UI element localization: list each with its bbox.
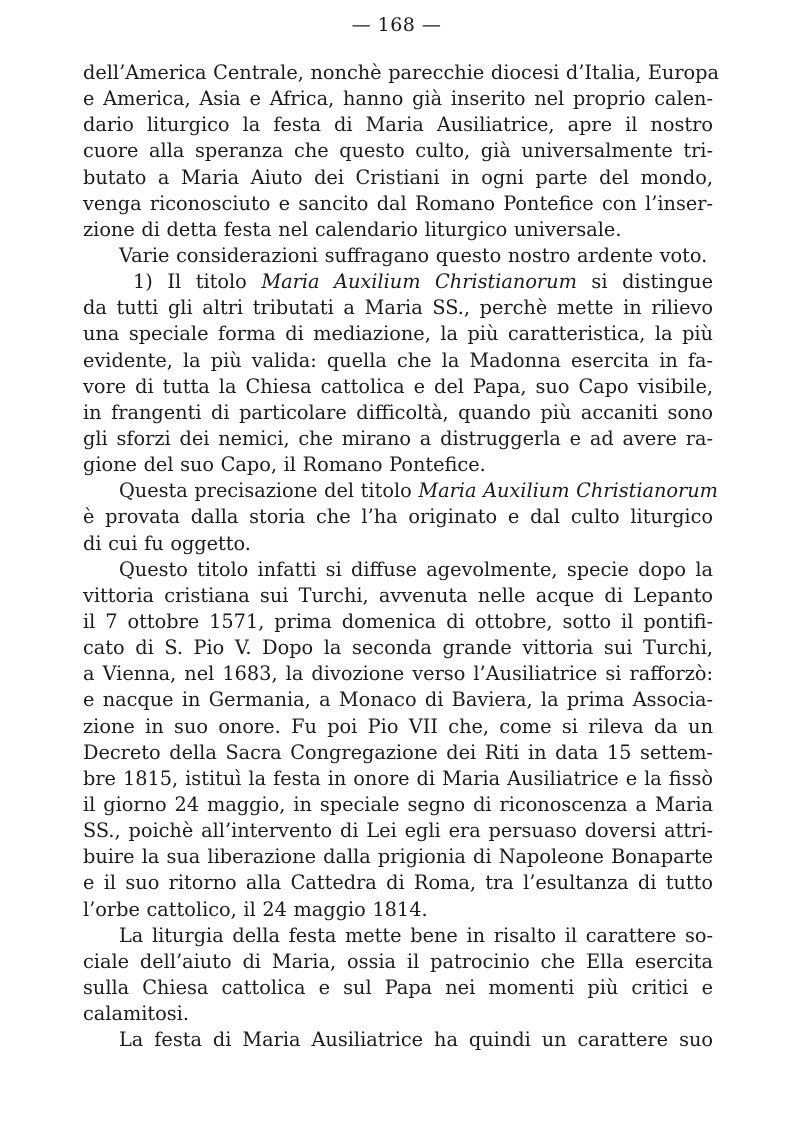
text-line: Varie considerazioni suffragano questo nostro ardente voto. — [119, 243, 708, 267]
text-line: ciale dell’aiuto di Maria, ossia il patrocinio che Ella esercita — [83, 949, 713, 973]
text-line: zione di detta festa nel calendario liturgico universale. — [83, 217, 622, 241]
page-number: — 168 — — [351, 14, 442, 36]
text-line: butato a Maria Aiuto dei Cristiani in ogni parte del mondo, — [83, 165, 713, 189]
text-line: La festa di Maria Ausiliatrice ha quindi un carattere suo — [119, 1028, 713, 1052]
body-text — [83, 60, 719, 1053]
text-line: vittoria cristiana sui Turchi, avvenuta nelle acque di Lepanto — [83, 583, 713, 607]
text-line: da tutti gli altri tributati a Maria SS., perchè mette in rilievo — [83, 296, 713, 320]
text-line: il 7 ottobre 1571, prima domenica di ottobre, sotto il pontifi- — [83, 609, 713, 633]
text-line: a Vienna, nel 1683, la divozione verso l’Ausiliatrice si rafforzò: — [83, 662, 713, 686]
text-line: SS., poichè all’intervento di Lei egli era persuaso doversi attri- — [83, 819, 713, 843]
text-line: buire la sua liberazione dalla prigionia di Napoleone Bonaparte — [83, 845, 713, 869]
text-line: il giorno 24 maggio, in speciale segno di riconoscenza a Maria — [83, 792, 713, 816]
text-line: gione del suo Capo, il Romano Pontefice. — [83, 453, 486, 477]
text-line: cato di S. Pio V. Dopo la seconda grande vittoria sui Turchi, — [83, 636, 713, 660]
text-line: Questa precisazione del titolo Maria Auxilium Christianorum — [119, 479, 718, 503]
text-line: zione in suo onore. Fu poi Pio VII che, come si rileva da un — [83, 714, 713, 738]
text-line: dell’America Centrale, nonchè parecchie diocesi d’Italia, Europa — [83, 61, 719, 84]
text-line: bre 1815, istituì la festa in onore di Maria Ausiliatrice e la fissò — [83, 766, 713, 790]
text-line: venga riconosciuto e sancito dal Romano Pontefice con l’inser- — [83, 191, 713, 215]
text-line: dario liturgico la festa di Maria Ausiliatrice, apre il nostro — [83, 113, 713, 137]
text-line: gli sforzi dei nemici, che mirano a distruggerla e ad avere ra- — [83, 426, 713, 450]
text-line: e il suo ritorno alla Cattedra di Roma, tra l’esultanza di tutto — [83, 871, 713, 895]
text-line: in frangenti di particolare difficoltà, quando più accaniti sono — [83, 400, 713, 424]
text-line: La liturgia della festa mette bene in risalto il carattere so- — [119, 923, 713, 947]
italic-title: Maria Auxilium Christianorum — [418, 479, 718, 503]
text-line: sulla Chiesa cattolica e sul Papa nei momenti più critici e — [83, 975, 713, 999]
text-line: 1) Il titolo Maria Auxilium Christianorum si distingue — [133, 270, 713, 294]
text-line: vore di tutta la Chiesa cattolica e del Papa, suo Capo visibile, — [83, 374, 713, 398]
text-line: cuore alla speranza che questo culto, già universalmente tri- — [83, 139, 713, 163]
italic-title: Maria Auxilium Christianorum — [261, 270, 577, 294]
text-line: è provata dalla storia che l’ha originato e dal culto liturgico — [83, 505, 713, 529]
text-line: e nacque in Germania, a Monaco di Baviera, la prima Associa- — [83, 688, 713, 712]
text-line: Questo titolo infatti si diffuse agevolmente, specie dopo la — [119, 557, 713, 581]
text-line: e America, Asia e Africa, hanno già inserito nel proprio calen- — [83, 87, 713, 111]
text-line: calamitosi. — [83, 1002, 189, 1026]
text-line: evidente, la più valida: quella che la Madonna esercita in fa- — [83, 348, 713, 372]
text-line: di cui fu oggetto. — [83, 531, 251, 555]
text-line: l’orbe cattolico, il 24 maggio 1814. — [83, 897, 428, 921]
text-line: Decreto della Sacra Congregazione dei Riti in data 15 settem- — [83, 740, 713, 764]
text-line: una speciale forma di mediazione, la più caratteristica, la più — [83, 322, 713, 346]
